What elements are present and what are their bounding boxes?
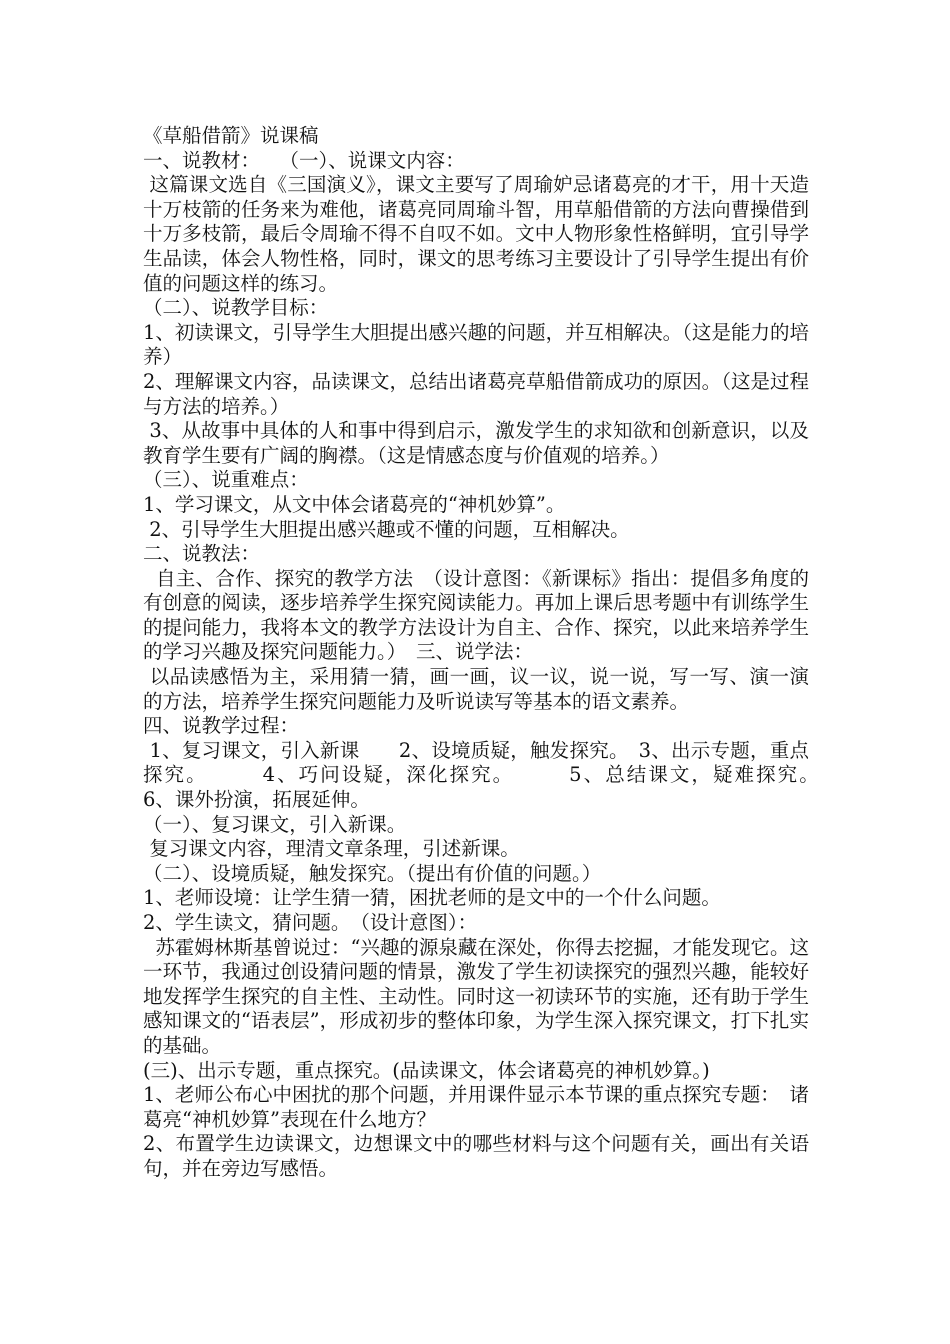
- paragraph: 以品读感悟为主，采用猜一猜，画一画，议一议，说一说，写一写、演一演的方法，培养学生探究问题能力及听说读写等基本的语文素养。: [143, 665, 809, 713]
- section-heading: 二、说教法：: [143, 542, 261, 566]
- list-item: 1、学习课文，从文中体会诸葛亮的“神机妙算”。: [143, 492, 566, 516]
- list-item: 1、老师设境：让学生猜一猜，困扰老师的是文中的一个什么问题。: [143, 886, 721, 910]
- subsection-heading: （三）、说重难点：: [143, 468, 309, 492]
- list-item: 3、从故事中具体的人和事中得到启示，激发学生的求知欲和创新意识，以及教育学生要有广阔的胸襟。（这是情感态度与价值观的培养。）: [143, 419, 809, 467]
- document-title: 《草船借箭》说课稿: [143, 124, 319, 147]
- list-item: 2、引导学生大胆提出感兴趣或不懂的问题，互相解决。: [143, 517, 630, 541]
- list-item: 1、老师公布心中困扰的那个问题，并用课件显示本节课的重点探究专题： 诸葛亮“神机妙算”表现在什么地方？: [143, 1083, 809, 1131]
- paragraph: 自主、合作、探究的教学方法 （设计意图：《新课标》指出：提倡多角度的有创意的阅读，逐步培养学生探究阅读能力。再加上课后思考题中有训练学生的提问能力，我将本文的教学方法设计为自主、合作、探究，以此来培养学生的学习兴趣及探究问题能力。） 三、说学法：: [143, 566, 809, 664]
- section-heading: 四、说教学过程：: [143, 714, 300, 738]
- subsection-heading: (三)、出示专题，重点探究。(品读课文，体会诸葛亮的神机妙算。): [143, 1058, 710, 1082]
- list-item: 2、布置学生边读课文，边想课文中的哪些材料与这个问题有关，画出有关语句，并在旁边写感悟。: [143, 1132, 809, 1180]
- paragraph: 1、复习课文，引入新课 2、设境质疑，触发探究。 3、出示专题，重点探究。 4、巧问设疑，深化探究。 5、总结课文，疑难探究。 6、课外扮演，拓展延伸。: [143, 738, 868, 812]
- paragraph: 这篇课文选自《三国演义》，课文主要写了周瑜妒忌诸葛亮的才干，用十天造十万枝箭的任务来为难他，诸葛亮同周瑜斗智，用草船借箭的方法向曹操借到十万多枝箭，最后令周瑜不得不自叹不如。文中人物形象性格鲜明，宜引导学生品读，体会人物性格，同时，课文的思考练习主要设计了引导学生提出有价值的问题这样的练习。: [143, 173, 809, 295]
- list-item: 2、理解课文内容，品读课文，总结出诸葛亮草船借箭成功的原因。（这是过程与方法的培养。）: [143, 369, 809, 418]
- subsection-heading: （二）、说教学目标：: [143, 296, 329, 320]
- list-item: 1、初读课文，引导学生大胆提出感兴趣的问题，并互相解决。（这是能力的培养）: [143, 320, 809, 369]
- subsection-heading: （二）、设境质疑，触发探究。（提出有价值的问题。）: [143, 861, 602, 885]
- paragraph: 苏霍姆林斯基曾说过：“兴趣的源泉藏在深处，你得去挖掘，才能发现它。这一环节，我通过创设猜问题的情景，激发了学生初读探究的强烈兴趣，能较好地发挥学生探究的自主性、主动性。同时这一初读环节的实施，还有助于学生感知课文的“语表层”，形成初步的整体印象，为学生深入探究课文，打下扎实的基础。: [143, 935, 809, 1057]
- list-item: 2、学生读文，猜问题。 （设计意图）：: [143, 911, 478, 934]
- section-heading: 一、说教材： （一）、说课文内容：: [143, 148, 465, 172]
- subsection-heading: （一）、复习课文，引入新课。: [143, 812, 407, 836]
- paragraph: 复习课文内容，理清文章条理，引述新课。: [143, 837, 520, 861]
- document-page: [143, 124, 868, 1182]
